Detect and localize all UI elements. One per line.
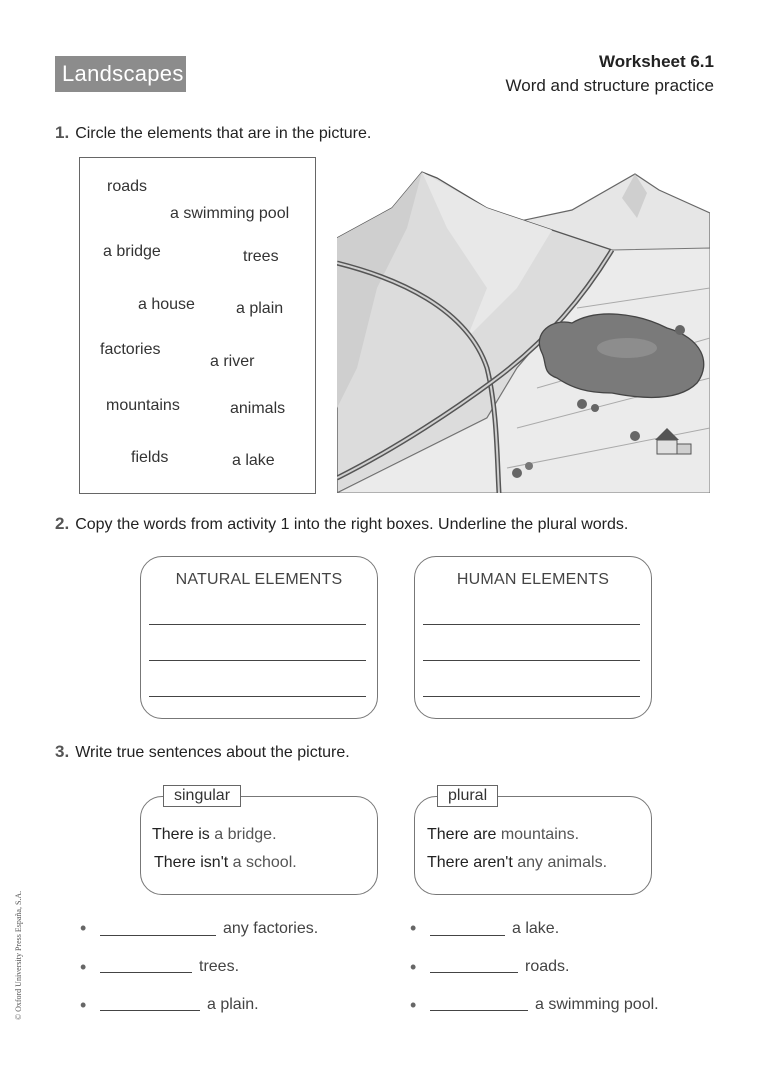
answer-line[interactable] [430,1010,528,1011]
singular-example-box [140,796,378,895]
answer-line[interactable] [100,1010,200,1011]
structure: There aren't [427,854,513,871]
topic-title: Landscapes [55,56,186,92]
example-sentence [427,826,579,844]
activity-3-instruction [55,742,350,762]
word-item[interactable]: factories [100,341,161,358]
bullet-icon: • [410,995,417,1015]
example-sentence [152,826,277,844]
word-item[interactable]: a plain [236,300,284,317]
plural-tag: plural [437,785,498,807]
answer-line[interactable] [423,624,640,625]
sentence-ending: any factories. [223,920,319,937]
singular-tag: singular [163,785,241,807]
word-item[interactable]: fields [131,449,169,466]
word-item[interactable]: roads [107,178,148,195]
worksheet-number: Worksheet 6.1 [599,52,714,71]
instruction-text: Write true sentences about the picture. [75,744,350,761]
sentence-ending: a lake. [512,920,560,937]
sentence-ending: a plain. [207,996,259,1013]
human-elements-box [414,556,652,719]
bullet-icon: • [80,918,87,938]
example-noun: a school. [228,854,297,871]
word-item[interactable]: a lake [232,452,275,469]
box-title: HUMAN ELEMENTS [456,571,610,588]
copyright-notice: © Oxford University Press España, S.A. [14,890,23,1020]
structure: There is [152,826,210,843]
word-item[interactable]: a swimming pool [170,205,290,222]
plural-example-box [414,796,652,895]
example-sentence [427,854,607,872]
instruction-text: Circle the elements that are in the picture. [75,125,372,142]
landscape-illustration [337,168,710,493]
natural-elements-box [140,556,378,719]
answer-line[interactable] [423,696,640,697]
word-item[interactable]: trees [243,248,279,265]
word-item[interactable]: mountains [106,397,180,414]
answer-line[interactable] [430,935,505,936]
word-item[interactable]: a river [210,353,255,370]
word-item[interactable]: animals [230,400,286,417]
answer-line[interactable] [149,624,366,625]
activity-number: 3. [55,742,70,761]
example-noun: any animals. [512,854,608,871]
structure: There isn't [154,854,229,871]
example-noun: mountains. [496,826,580,843]
bullet-icon: • [410,918,417,938]
example-noun: a bridge. [209,826,277,843]
bullet-icon: • [410,957,417,977]
answer-line[interactable] [100,935,216,936]
word-item[interactable]: a house [138,296,195,313]
answer-line[interactable] [100,972,192,973]
answer-line[interactable] [423,660,640,661]
activity-number: 2. [55,514,70,533]
worksheet-subtitle: Word and structure practice [505,76,714,95]
answer-line[interactable] [149,660,366,661]
activity-number: 1. [55,123,70,142]
example-sentence [154,854,297,872]
activity-1-instruction [55,123,371,143]
answer-line[interactable] [430,972,518,973]
instruction-text: Copy the words from activity 1 into the right boxes. Underline the plural words. [75,516,629,533]
bullet-icon: • [80,995,87,1015]
activity-2-instruction [55,514,628,534]
sentence-ending: roads. [525,958,570,975]
structure: There are [427,826,497,843]
box-title: NATURAL ELEMENTS [175,571,343,588]
sentence-ending: a swimming pool. [535,996,659,1013]
answer-line[interactable] [149,696,366,697]
word-item[interactable]: a bridge [103,243,161,260]
bullet-icon: • [80,957,87,977]
sentence-ending: trees. [199,958,240,975]
